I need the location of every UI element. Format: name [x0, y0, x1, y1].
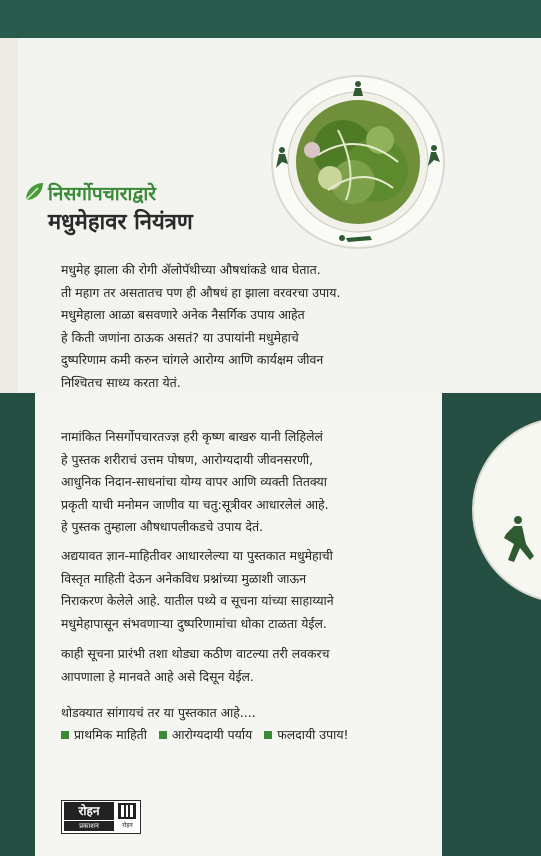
- paragraph-line: प्रकृती याची मनोमन जाणीव या चतु:सूत्रीवर आधारलेलं आहे.: [61, 496, 329, 512]
- paragraph-line: निश्चितच साध्य करता येतं.: [61, 374, 181, 390]
- paragraph-line: काही सूचना प्रारंभी तशा थोड्या कठीण वाटल्या तरी लवकरच: [61, 646, 330, 661]
- paragraph-line: मधुमेह झाला की रोगी ॲलोपॅथीच्या औषधांकडे धाव घेतात.: [61, 262, 321, 277]
- publisher-name: रोहन: [64, 802, 114, 820]
- paragraph-line: थोडक्यात सांगायचं तर या पुस्तकात आहे....: [61, 705, 256, 720]
- paragraph-line: आपणाला हे मानवते आहे असे दिसून येईल.: [61, 668, 254, 684]
- paragraph-line: मधुमेहाला आळा बसवणारे अनेक नैसर्गिक उपाय आहेत: [61, 307, 305, 323]
- leaf-icon: [22, 180, 46, 204]
- paragraph-line: अद्ययावत ज्ञान-माहितीवर आधारलेल्या या पुस्तकात मधुमेहाची: [61, 548, 333, 563]
- publisher-tag: रोहन: [122, 822, 133, 829]
- paragraph-line: मधुमेहापासून संभवणाऱ्या दुष्परिणामांचा धोका टाळता येईल.: [61, 615, 327, 631]
- bullet-item: [61, 724, 147, 746]
- bullet-label: प्राथमिक माहिती: [74, 727, 147, 742]
- paragraph-line: हे पुस्तक तुम्हाला औषधापलीकडचे उपाय देतं.: [61, 519, 264, 535]
- bullet-list: [61, 724, 356, 746]
- paragraph-1: [61, 259, 433, 395]
- bullet-item: [159, 724, 252, 746]
- book-icon: [117, 802, 137, 820]
- paragraph-line: दुष्परिणाम कमी करुन चांगले आरोग्य आणि कार्यक्षम जीवन: [61, 352, 324, 368]
- bullet-label: फलदायी उपाय!: [277, 727, 349, 742]
- title-line-1: निसर्गोपचाराद्वारे: [48, 183, 157, 205]
- paragraph-line: हे पुस्तक शरीराचं उत्तम पोषण, आरोग्यदायी जीवनसरणी,: [61, 451, 314, 467]
- paragraph-line: विस्तृत माहिती देऊन अनेकविध प्रश्नांच्या मुळाशी जाऊन: [61, 570, 307, 586]
- square-bullet-icon: [159, 731, 167, 739]
- top-band: [0, 0, 541, 38]
- bullet-label: आरोग्यदायी पर्याय: [171, 727, 253, 742]
- paragraph-3: [61, 545, 433, 635]
- running-figure-plate: [470, 410, 541, 610]
- title-line-2: मधुमेहावर नियंत्रण: [48, 210, 193, 235]
- publisher-subtitle: प्रकाशन: [64, 821, 114, 831]
- bullet-item: [264, 724, 348, 746]
- square-bullet-icon: [264, 731, 272, 739]
- paragraph-line: नामांकित निसर्गोपचारतज्ज्ञ हरी कृष्ण बाखरु यानी लिहिलेलं: [61, 429, 323, 444]
- paragraph-line: हे किती जणांना ठाऊक असतं? या उपायांनी मधुमेहाचे: [61, 329, 299, 345]
- paragraph-2: [61, 426, 433, 539]
- left-dark-band: [0, 393, 35, 856]
- square-bullet-icon: [61, 731, 69, 739]
- paragraph-5: [61, 702, 433, 725]
- paragraph-4: [61, 643, 433, 688]
- paragraph-line: आधुनिक निदान-साधनांचा योग्य वापर आणि व्यक्ती तितक्या: [61, 474, 327, 490]
- paragraph-line: ती महाग तर असतातच पण ही औषधं हा झाला वरवरचा उपाय.: [61, 284, 341, 300]
- sprouts-plate-illustration: [268, 70, 453, 255]
- paragraph-line: निराकरण केलेले आहे. यातील पथ्ये व सूचना यांच्या साहाय्याने: [61, 593, 334, 609]
- publisher-logo: [61, 800, 141, 834]
